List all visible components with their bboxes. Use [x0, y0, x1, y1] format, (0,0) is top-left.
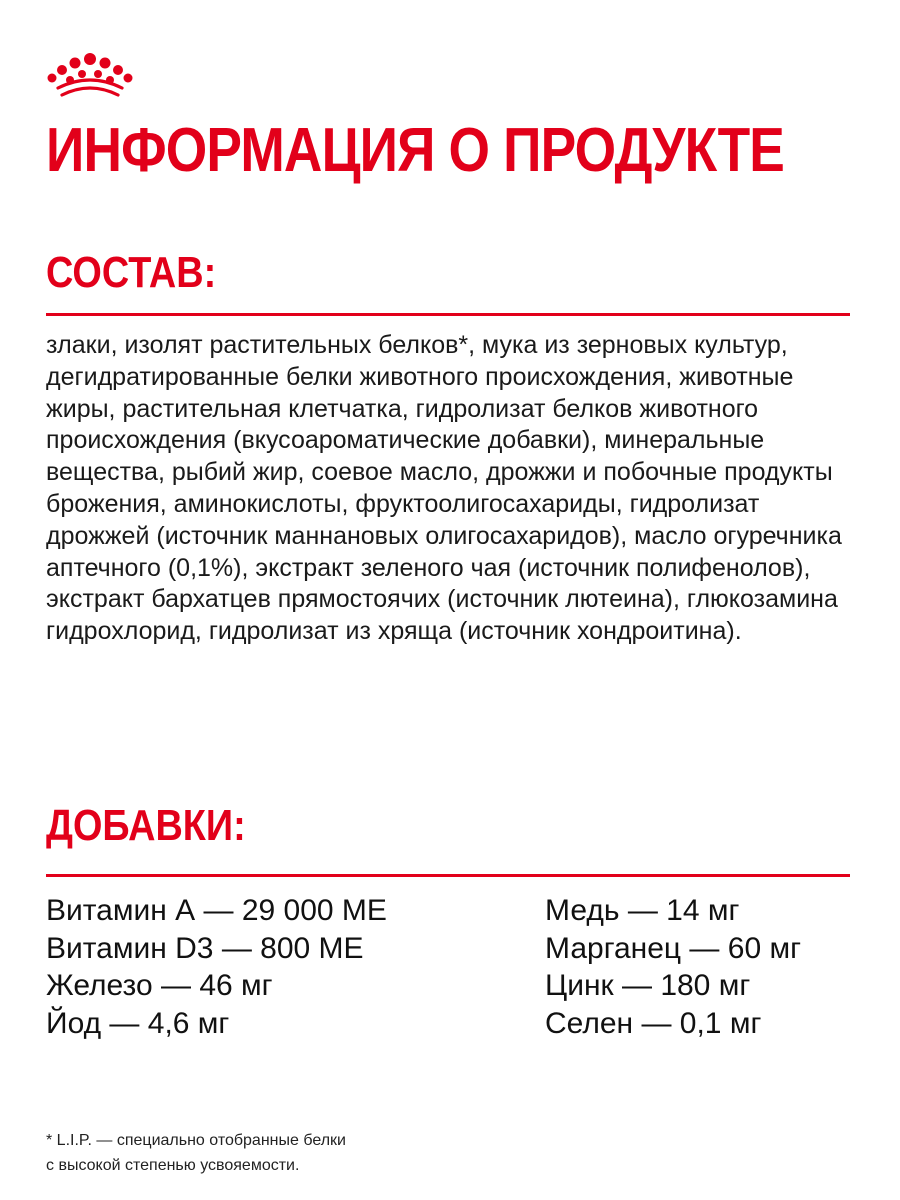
crown-icon	[44, 50, 136, 102]
footnote	[46, 1128, 466, 1178]
additives-list-left	[46, 892, 387, 1042]
section-divider	[46, 874, 850, 877]
additives-heading: ДОБАВКИ:	[46, 801, 246, 850]
page-title: ИНФОРМАЦИЯ О ПРОДУКТЕ	[46, 116, 785, 185]
additives-list-right	[545, 892, 801, 1042]
additive-item: Медь — 14 мг	[545, 894, 740, 927]
composition-heading: СОСТАВ:	[46, 248, 217, 297]
additive-item: Селен — 0,1 мг	[545, 1006, 762, 1040]
composition-text: злаки, изолят растительных белков*, мука из зерновых культур, дегидратированные белки животного происхождения, животные жиры, растительная клетчатка, гидролизат белков животного происхождения (вкусоароматические добавки), минеральные вещества, рыбий жир, соевое масло, дрожжи и побочные продукты брожения, аминокислоты, фруктоолигосахариды, гидролизат дрожжей (источник маннановых олигосахаридов), масло огуречника аптечного (0,1%), экстракт зеленого чая (источник полифенолов), экстракт бархатцев прямостоячих (источник лютеина), глюкозамина гидрохлорид, гидролизат из хряща (источник хондроитина).	[46, 331, 842, 646]
additive-item: Цинк — 180 мг	[545, 969, 751, 1002]
footnote-line: с высокой степенью усвояемости.	[46, 1157, 300, 1174]
footnote-line: * L.I.P. — специально отобранные белки	[46, 1132, 346, 1149]
additive-item: Витамин А — 29 000 МЕ	[46, 894, 387, 927]
section-divider	[46, 313, 850, 316]
additive-item: Железо — 46 мг	[46, 969, 273, 1002]
additive-item: Марганец — 60 мг	[545, 931, 802, 965]
additive-item: Витамин D3 — 800 МЕ	[46, 931, 364, 965]
additive-item: Йод — 4,6 мг	[46, 1006, 230, 1040]
